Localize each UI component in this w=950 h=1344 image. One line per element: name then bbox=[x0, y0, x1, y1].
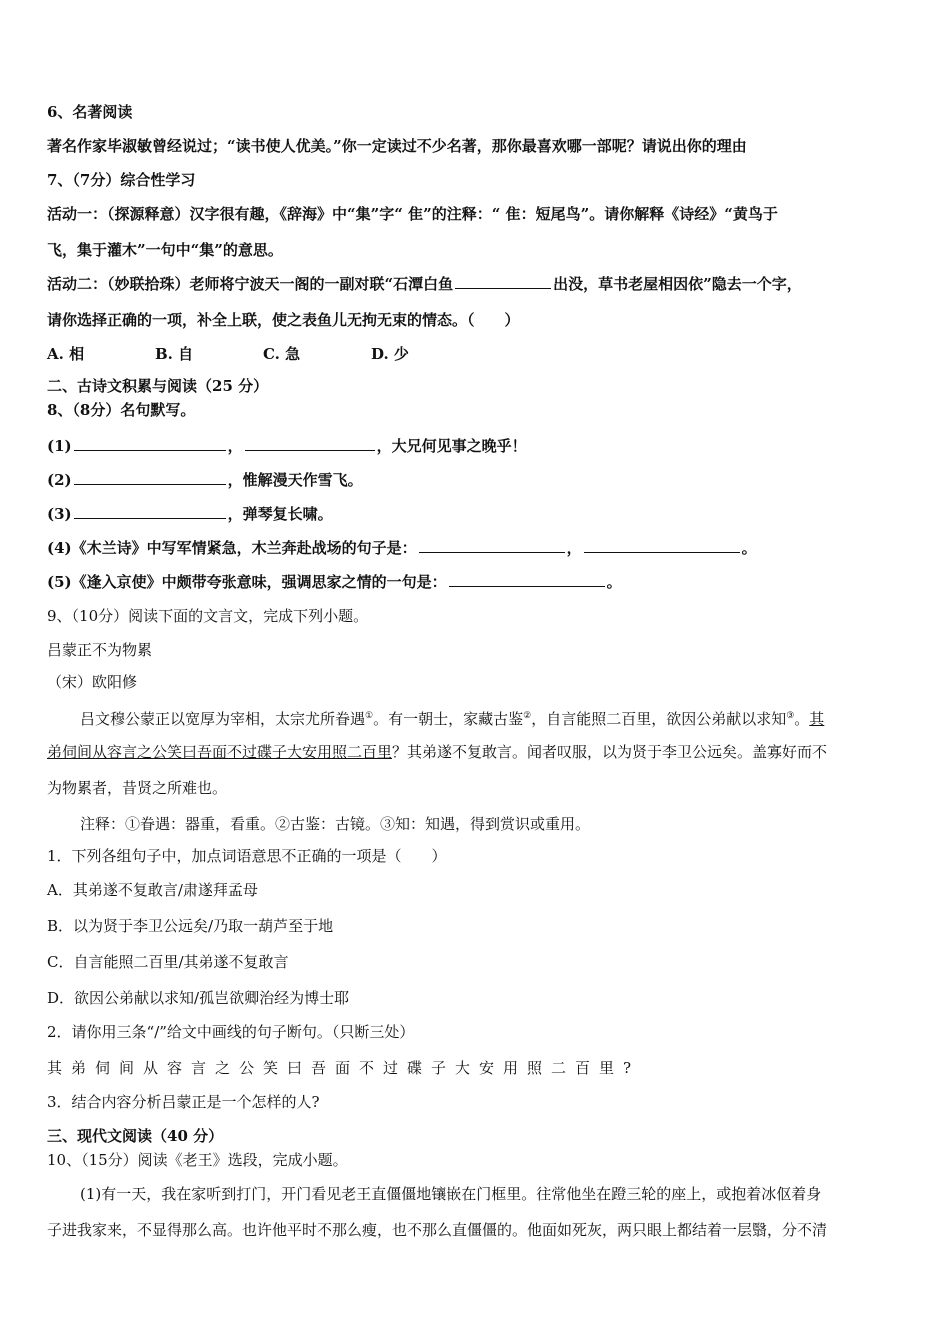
item3-blank[interactable] bbox=[74, 504, 226, 519]
item2-blank[interactable] bbox=[74, 470, 226, 485]
sub1-option-a[interactable]: A．其弟遂不复敢言/肃遂拜孟母 bbox=[47, 881, 258, 899]
passage-author: （宋）欧阳修 bbox=[47, 673, 138, 691]
item1-blank-2[interactable] bbox=[245, 436, 375, 451]
passage-line1 bbox=[80, 706, 910, 729]
item4-comma: ， bbox=[566, 539, 582, 557]
section2-heading: 二、古诗文积累与阅读（25 分） bbox=[47, 377, 269, 395]
item1-end: ，大兄何见事之晚乎！ bbox=[376, 437, 527, 455]
item3-end: ，弹琴复长啸。 bbox=[227, 505, 333, 523]
item1-comma: ， bbox=[227, 437, 243, 455]
sub1-option-d[interactable]: D．欲因公弟献以求知/孤岂欲卿治经为博士耶 bbox=[47, 989, 350, 1007]
q7-activity1-line1: 活动一：（探源释意）汉字很有趣，《辞海》中“集”字“ 隹”的注释：“ 隹：短尾鸟”。请你解释《诗经》“黄鸟于 bbox=[47, 205, 778, 223]
sub1-option-b[interactable]: B．以为贤于李卫公远矣/乃取一葫芦至于地 bbox=[47, 917, 334, 935]
q8-item3 bbox=[47, 504, 910, 524]
q6-heading: 6、名著阅读 bbox=[47, 103, 133, 121]
passage-text: 吕文穆公蒙正以宽厚为宰相，太宗尤所眷遇 bbox=[80, 710, 366, 728]
q7-heading: 7、（7分）综合性学习 bbox=[47, 171, 196, 189]
item4-end: 。 bbox=[741, 539, 757, 557]
passage-line2 bbox=[47, 742, 910, 762]
option-d[interactable]: D. 少 bbox=[371, 345, 409, 363]
q9-sub1: 1．下列各组句子中，加点词语意思不正确的一项是（ ） bbox=[47, 847, 447, 865]
q8-item4 bbox=[47, 538, 910, 558]
item3-label: (3) bbox=[47, 505, 72, 523]
note-marker-2: ② bbox=[523, 711, 532, 721]
option-c[interactable]: C. 急 bbox=[263, 345, 301, 363]
q10-heading: 10、（15分）阅读《老王》选段，完成小题。 bbox=[47, 1151, 348, 1169]
q10-passage-line1: (1)有一天，我在家听到打门，开门看见老王直僵僵地镶嵌在门框里。往常他坐在蹬三轮的座上，或抱着冰伛着身 bbox=[80, 1185, 822, 1203]
q9-sub2: 2．请你用三条“/”给文中画线的句子断句。（只断三处） bbox=[47, 1023, 415, 1041]
item2-end: ，惟解漫天作雪飞。 bbox=[227, 471, 363, 489]
q8-heading: 8、（8分）名句默写。 bbox=[47, 401, 196, 419]
item4-text: (4)《木兰诗》中写军情紧急，木兰奔赴战场的句子是： bbox=[47, 539, 417, 557]
q10-passage-line2: 子进我家来，不显得那么高。也许他平时不那么瘦，也不那么直僵僵的。他面如死灰，两只眼上都结着一层翳，分不清 bbox=[47, 1221, 828, 1239]
q7-activity2-line2: 请你选择正确的一项，补全上联，使之表鱼儿无拘无束的情态。（ ） bbox=[47, 311, 520, 329]
item2-label: (2) bbox=[47, 471, 72, 489]
passage-text: ，自言能照二百里，欲因公弟献以求知 bbox=[531, 710, 787, 728]
item1-label: (1) bbox=[47, 437, 72, 455]
underlined-sentence-start: 其 bbox=[809, 710, 825, 728]
couplet-blank[interactable] bbox=[455, 274, 551, 289]
option-a[interactable]: A. 相 bbox=[47, 345, 85, 363]
item5-end: 。 bbox=[606, 573, 622, 591]
passage-notes: 注释：①眷遇：器重，看重。②古鉴：古镜。③知：知遇，得到赏识或重用。 bbox=[80, 815, 591, 833]
item5-text: (5)《逢入京使》中颇带夸张意味，强调思家之情的一句是： bbox=[47, 573, 447, 591]
q7-activity2-line1 bbox=[47, 274, 910, 294]
passage-text: 。有一朝士，家藏古鉴 bbox=[373, 710, 524, 728]
passage-line3: 为物累者，昔贤之所难也。 bbox=[47, 779, 228, 797]
q7-activity2-text-a: 活动二：（妙联拾珠）老师将宁波天一阁的一副对联“石潭白鱼 bbox=[47, 275, 454, 293]
q7-options bbox=[47, 344, 910, 364]
q6-question: 著名作家毕淑敏曾经说过；“读书使人优美。”你一定读过不少名著，那你最喜欢哪一部呢？请说出你的理由 bbox=[47, 137, 747, 155]
q9-heading: 9、（10分）阅读下面的文言文，完成下列小题。 bbox=[47, 607, 369, 625]
item1-blank-1[interactable] bbox=[74, 436, 226, 451]
item4-blank-1[interactable] bbox=[419, 538, 565, 553]
item4-blank-2[interactable] bbox=[584, 538, 740, 553]
note-marker-1: ① bbox=[365, 711, 374, 721]
q7-activity1-line2: 飞，集于灌木”一句中“集”的意思。 bbox=[47, 241, 283, 259]
q8-item2 bbox=[47, 470, 910, 490]
q7-activity2-text-b: 出没，草书老屋相因依”隐去一个字， bbox=[553, 275, 802, 293]
q8-item1 bbox=[47, 436, 910, 456]
q9-sub3: 3．结合内容分析吕蒙正是一个怎样的人? bbox=[47, 1093, 320, 1111]
sub1-option-c[interactable]: C．自言能照二百里/其弟遂不复敢言 bbox=[47, 953, 289, 971]
underlined-sentence: 弟伺间从容言之公笑曰吾面不过碟子大安用照二百里 bbox=[47, 743, 393, 761]
passage-text: 。 bbox=[794, 710, 810, 728]
item5-blank[interactable] bbox=[449, 572, 605, 587]
passage-text: ？其弟遂不复敢言。闻者叹服，以为贤于李卫公远矣。盖寡好而不 bbox=[392, 743, 828, 761]
sub2-sentence: 其弟伺间从容言之公笑曰吾面不过碟子大安用照二百里? bbox=[47, 1059, 641, 1077]
option-b[interactable]: B. 自 bbox=[155, 345, 194, 363]
section3-heading: 三、现代文阅读（40 分） bbox=[47, 1127, 224, 1145]
note-marker-3: ③ bbox=[786, 711, 795, 721]
passage-title: 吕蒙正不为物累 bbox=[47, 641, 153, 659]
q8-item5 bbox=[47, 572, 910, 592]
